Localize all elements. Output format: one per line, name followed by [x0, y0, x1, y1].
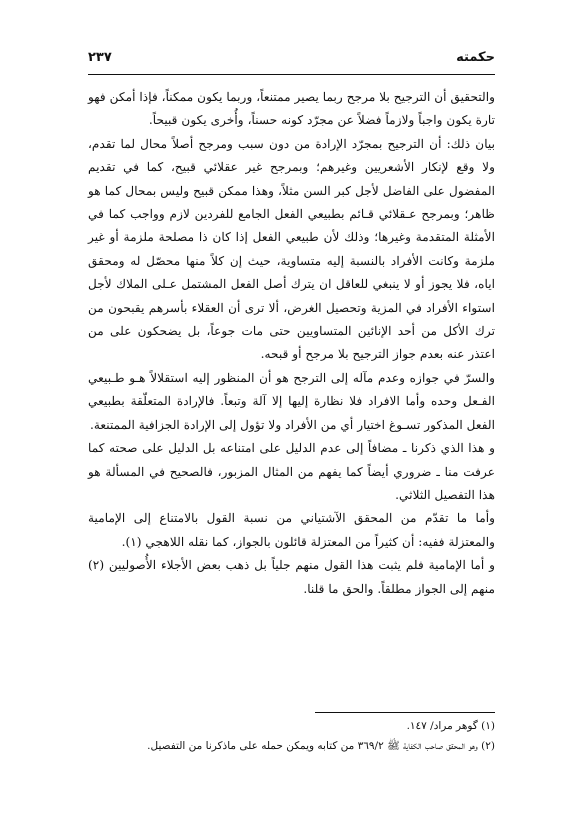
- footnote: (١) گوهر مراد/ ١٤٧.: [406, 720, 495, 732]
- paragraph: وأما ما تقدّم من المحقق الآشتياني من نسبة القول بالامتناع إلى الإمامية والمعتزلة ففيه: أن كثيراً من المعتزلة قائلون بالجواز، كما نقله اللاهجي (١).: [88, 511, 495, 549]
- page-title: حكمته: [456, 50, 495, 65]
- paragraph: بيان ذلك: أن الترجيح بمجرّد الإرادة من دون سبب ومرجح أصلاً محال لما تقدم، ولا وقع لإنكار الأشعريين وغيرهم؛ وبمرجح غير عقلائي قبيح، كما في تقديم المفضول على الفاضل لأجل كبر السن مثلاً، وهذا ممكن قبيح وليس بمحال كما هو ظاهر؛ وبمرجح عـقلائي قـائم بطبيعي الفعل الجامع للفردين لازم وواجب كما في الأمثلة المتقدمة وغيرها؛ وذلك لأن طبيعي الفعل إذا كان ذا مصلحة ملزمة أو غير ملزمة وكانت الأفراد بالنسبة إليه متساوية، حيث إن كلاً منها محصّل له ومحقق اياه، فلا يجوز أو لا ينبغي للعاقل ان يترك أصل الفعل المشتمل عـلى الملاك لأجل استواء الأفراد في المزية وتحصيل الغرض، ألا ترى أن العقلاء بأسرهم يقبحون من ترك الأكل من أحد الإنائين المتساويين حتى مات جوعاً، بل يضحكون على من اعتذر عنه بعدم جواز الترجيح بلا مرجح أو قبحه.: [88, 136, 495, 362]
- paragraph: و أما الإمامية فلم يثبت هذا القول منهم جلياً بل ذهب بعض الأجلاء الأُصوليين (٢) منهم إلى الجواز مطلقاً. والحق ما قلنا.: [88, 558, 495, 596]
- paragraph: والسرّ في جوازه وعدم مآله إلى الترجح هو أن المنظور إليه استقلالاً هـو طـبيعي الفـعل وحده وأما الافراد فلا نظارة إليها إلا آلة وتبعاً. فالإرادة المتعلّقة بطبيعي الفعل المذكور تسـوغ اختيار أي من الأفراد ولا تؤول إلى الإرادة الجزافية الممتنعة.: [88, 370, 495, 432]
- main-text: [88, 86, 495, 601]
- page-header: [88, 50, 495, 65]
- paragraph: و هذا الذي ذكرنا ـ مضافاً إلى عدم الدليل على امتناعه بل الدليل على صحته كما عرفت منا ـ ضروري أيضاً كما يفهم من المثال المزبور، فالصحيح في المسألة هو هذا التفصيل الثلاثي.: [88, 441, 495, 502]
- header-divider: [88, 74, 495, 75]
- footnote: (٢) وهو المحقق صاحب الكفاية ﷺ ٣٦٩/٢ من كتابه ويمكن حمله على ماذكرنا من التفصيل.: [147, 740, 495, 752]
- page-number: ٢٣٧: [88, 50, 112, 65]
- paragraph: والتحقيق أن الترجيح بلا مرجح ربما يصير ممتنعاً، وربما يكون ممكناً، فإذا أمكن فهو تارة يكون واجباً ولازماً فضلاً عن مجرّد كونه حسناً، وأُخرى يكون قبيحاً.: [88, 90, 495, 128]
- footnotes: [88, 716, 495, 756]
- footnote-divider: [315, 712, 495, 713]
